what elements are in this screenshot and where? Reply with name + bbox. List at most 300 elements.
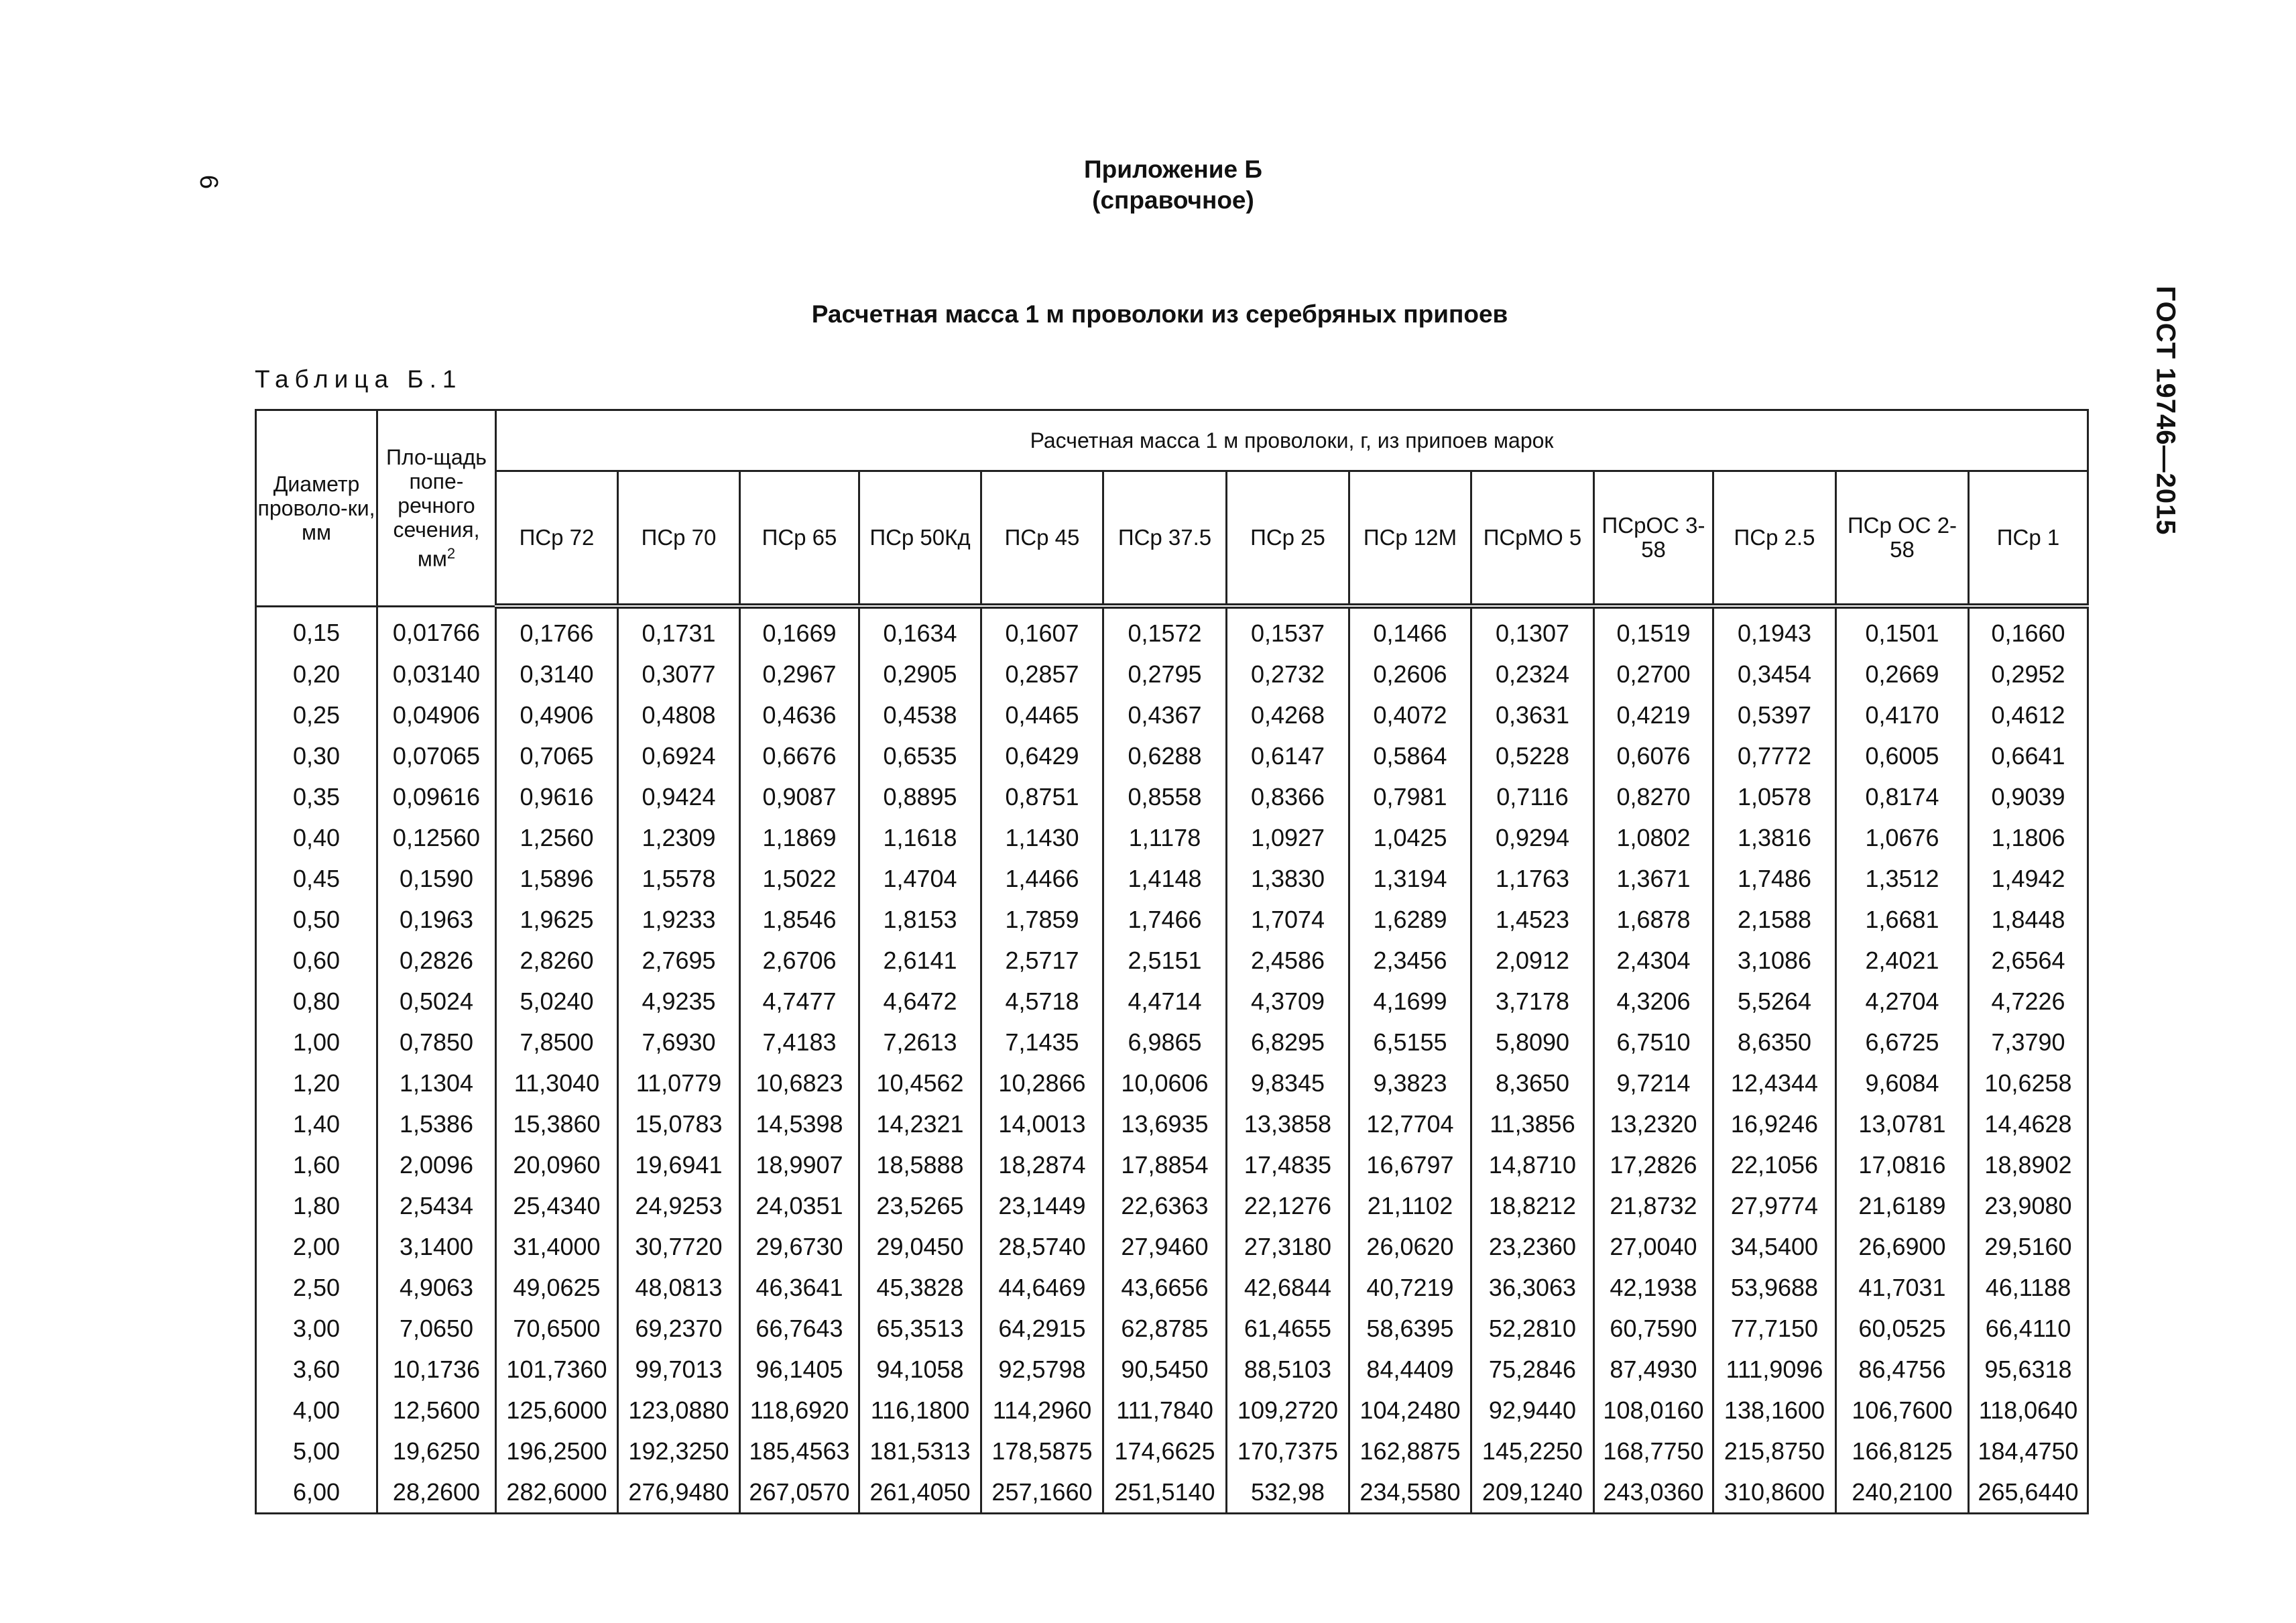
table-row <box>256 1103 2088 1144</box>
mass-cell: 101,7360 <box>496 1349 618 1390</box>
diameter-cell: 0,35 <box>256 776 377 817</box>
mass-cell: 1,7466 <box>1103 899 1227 940</box>
mass-cell: 27,9460 <box>1103 1226 1227 1267</box>
area-cell: 0,1963 <box>377 899 496 940</box>
mass-cell: 0,8751 <box>981 776 1103 817</box>
mass-cell: 0,6429 <box>981 735 1103 776</box>
appendix-note: (справочное) <box>1092 186 1254 214</box>
mass-cell: 1,5896 <box>496 858 618 899</box>
diameter-cell: 1,40 <box>256 1103 377 1144</box>
mass-cell: 1,4523 <box>1471 899 1594 940</box>
mass-cell: 29,5160 <box>1969 1226 2088 1267</box>
mass-cell: 1,6681 <box>1836 899 1969 940</box>
area-cell: 0,7850 <box>377 1022 496 1063</box>
mass-cell: 2,4586 <box>1227 940 1349 981</box>
mass-cell: 8,6350 <box>1713 1022 1836 1063</box>
mass-cell: 1,7859 <box>981 899 1103 940</box>
mass-cell: 1,0578 <box>1713 776 1836 817</box>
mass-cell: 8,3650 <box>1471 1063 1594 1103</box>
mass-cell: 0,8895 <box>859 776 981 817</box>
mass-cell: 9,6084 <box>1836 1063 1969 1103</box>
mass-cell: 13,3858 <box>1227 1103 1349 1144</box>
mass-cell: 0,8558 <box>1103 776 1227 817</box>
mass-cell: 4,7226 <box>1969 981 2088 1022</box>
header-area-sup: 2 <box>446 544 456 562</box>
diameter-cell: 1,00 <box>256 1022 377 1063</box>
mass-cell: 0,1669 <box>740 606 859 654</box>
brand-header: ПСр 72 <box>496 471 618 607</box>
mass-cell: 0,5228 <box>1471 735 1594 776</box>
mass-cell: 108,0160 <box>1594 1390 1713 1431</box>
mass-cell: 4,6472 <box>859 981 981 1022</box>
mass-cell: 77,7150 <box>1713 1308 1836 1349</box>
mass-cell: 0,4636 <box>740 695 859 735</box>
mass-cell: 25,4340 <box>496 1185 618 1226</box>
mass-cell: 265,6440 <box>1969 1471 2088 1514</box>
diameter-cell: 1,20 <box>256 1063 377 1103</box>
diameter-cell: 0,80 <box>256 981 377 1022</box>
mass-cell: 10,0606 <box>1103 1063 1227 1103</box>
mass-cell: 16,6797 <box>1349 1144 1471 1185</box>
header-diameter: Диаметр проволо-ки, мм <box>256 410 377 607</box>
mass-cell: 1,0425 <box>1349 817 1471 858</box>
table-row <box>256 817 2088 858</box>
area-cell: 0,5024 <box>377 981 496 1022</box>
mass-cell: 7,1435 <box>981 1022 1103 1063</box>
mass-cell: 0,6005 <box>1836 735 1969 776</box>
mass-cell: 209,1240 <box>1471 1471 1594 1514</box>
mass-cell: 60,0525 <box>1836 1308 1969 1349</box>
mass-cell: 7,2613 <box>859 1022 981 1063</box>
area-cell: 0,03140 <box>377 654 496 695</box>
table-row <box>256 899 2088 940</box>
mass-cell: 75,2846 <box>1471 1349 1594 1390</box>
brand-header: ПСр 37.5 <box>1103 471 1227 607</box>
mass-cell: 2,4021 <box>1836 940 1969 981</box>
area-cell: 19,6250 <box>377 1431 496 1471</box>
diameter-cell: 3,60 <box>256 1349 377 1390</box>
mass-cell: 4,5718 <box>981 981 1103 1022</box>
appendix-title: Приложение Б <box>1084 156 1262 183</box>
mass-cell: 88,5103 <box>1227 1349 1349 1390</box>
brand-header-row <box>256 471 2088 607</box>
mass-cell: 1,7486 <box>1713 858 1836 899</box>
mass-cell: 310,8600 <box>1713 1471 1836 1514</box>
mass-cell: 0,4219 <box>1594 695 1713 735</box>
area-cell: 1,5386 <box>377 1103 496 1144</box>
mass-cell: 0,1943 <box>1713 606 1836 654</box>
mass-cell: 116,1800 <box>859 1390 981 1431</box>
mass-cell: 1,1763 <box>1471 858 1594 899</box>
mass-cell: 1,0802 <box>1594 817 1713 858</box>
mass-cell: 26,0620 <box>1349 1226 1471 1267</box>
mass-cell: 4,7477 <box>740 981 859 1022</box>
mass-cell: 22,1276 <box>1227 1185 1349 1226</box>
mass-cell: 28,5740 <box>981 1226 1103 1267</box>
area-cell: 0,2826 <box>377 940 496 981</box>
mass-cell: 23,1449 <box>981 1185 1103 1226</box>
area-cell: 1,1304 <box>377 1063 496 1103</box>
mass-cell: 0,6676 <box>740 735 859 776</box>
mass-cell: 0,9039 <box>1969 776 2088 817</box>
mass-cell: 24,9253 <box>618 1185 740 1226</box>
mass-cell: 64,2915 <box>981 1308 1103 1349</box>
mass-cell: 0,1660 <box>1969 606 2088 654</box>
mass-cell: 0,4906 <box>496 695 618 735</box>
mass-cell: 14,2321 <box>859 1103 981 1144</box>
mass-cell: 2,6706 <box>740 940 859 981</box>
area-cell: 0,12560 <box>377 817 496 858</box>
mass-cell: 1,2560 <box>496 817 618 858</box>
mass-cell: 0,4612 <box>1969 695 2088 735</box>
mass-cell: 22,6363 <box>1103 1185 1227 1226</box>
diameter-cell: 0,50 <box>256 899 377 940</box>
table-row <box>256 1471 2088 1514</box>
mass-cell: 0,5864 <box>1349 735 1471 776</box>
table-row <box>256 1308 2088 1349</box>
mass-cell: 4,9235 <box>618 981 740 1022</box>
mass-cell: 4,2704 <box>1836 981 1969 1022</box>
mass-cell: 123,0880 <box>618 1390 740 1431</box>
diameter-cell: 1,80 <box>256 1185 377 1226</box>
mass-cell: 1,4466 <box>981 858 1103 899</box>
mass-cell: 0,4465 <box>981 695 1103 735</box>
area-cell: 0,09616 <box>377 776 496 817</box>
mass-cell: 2,4304 <box>1594 940 1713 981</box>
mass-cell: 251,5140 <box>1103 1471 1227 1514</box>
mass-cell: 61,4655 <box>1227 1308 1349 1349</box>
mass-cell: 2,0912 <box>1471 940 1594 981</box>
mass-cell: 0,6288 <box>1103 735 1227 776</box>
mass-cell: 21,1102 <box>1349 1185 1471 1226</box>
mass-cell: 30,7720 <box>618 1226 740 1267</box>
mass-cell: 0,8174 <box>1836 776 1969 817</box>
mass-cell: 1,5022 <box>740 858 859 899</box>
mass-cell: 0,6147 <box>1227 735 1349 776</box>
mass-cell: 6,7510 <box>1594 1022 1713 1063</box>
mass-cell: 0,1519 <box>1594 606 1713 654</box>
area-cell: 3,1400 <box>377 1226 496 1267</box>
mass-cell: 0,1731 <box>618 606 740 654</box>
mass-cell: 196,2500 <box>496 1431 618 1471</box>
mass-cell: 69,2370 <box>618 1308 740 1349</box>
table-row <box>256 776 2088 817</box>
wire-mass-table <box>255 409 2089 1514</box>
mass-cell: 22,1056 <box>1713 1144 1836 1185</box>
area-cell: 28,2600 <box>377 1471 496 1514</box>
mass-cell: 1,9625 <box>496 899 618 940</box>
mass-cell: 104,2480 <box>1349 1390 1471 1431</box>
mass-cell: 0,4170 <box>1836 695 1969 735</box>
mass-cell: 2,1588 <box>1713 899 1836 940</box>
mass-cell: 0,3077 <box>618 654 740 695</box>
mass-cell: 0,7772 <box>1713 735 1836 776</box>
mass-cell: 27,3180 <box>1227 1226 1349 1267</box>
mass-cell: 1,4148 <box>1103 858 1227 899</box>
diameter-cell: 5,00 <box>256 1431 377 1471</box>
mass-cell: 532,98 <box>1227 1471 1349 1514</box>
diameter-cell: 0,30 <box>256 735 377 776</box>
table-row <box>256 654 2088 695</box>
mass-cell: 14,8710 <box>1471 1144 1594 1185</box>
mass-cell: 2,5717 <box>981 940 1103 981</box>
mass-cell: 1,3194 <box>1349 858 1471 899</box>
mass-cell: 12,4344 <box>1713 1063 1836 1103</box>
mass-cell: 3,7178 <box>1471 981 1594 1022</box>
mass-cell: 243,0360 <box>1594 1471 1713 1514</box>
mass-cell: 267,0570 <box>740 1471 859 1514</box>
table-row <box>256 1349 2088 1390</box>
table-body <box>256 606 2088 1514</box>
mass-cell: 1,8448 <box>1969 899 2088 940</box>
mass-cell: 24,0351 <box>740 1185 859 1226</box>
mass-cell: 10,6823 <box>740 1063 859 1103</box>
mass-cell: 48,0813 <box>618 1267 740 1308</box>
mass-cell: 0,2857 <box>981 654 1103 695</box>
diameter-cell: 3,00 <box>256 1308 377 1349</box>
mass-cell: 5,8090 <box>1471 1022 1594 1063</box>
mass-cell: 0,9087 <box>740 776 859 817</box>
area-cell: 12,5600 <box>377 1390 496 1431</box>
mass-cell: 31,4000 <box>496 1226 618 1267</box>
diameter-cell: 0,45 <box>256 858 377 899</box>
mass-cell: 0,3631 <box>1471 695 1594 735</box>
mass-cell: 257,1660 <box>981 1471 1103 1514</box>
mass-cell: 18,9907 <box>740 1144 859 1185</box>
mass-cell: 6,5155 <box>1349 1022 1471 1063</box>
mass-cell: 1,1618 <box>859 817 981 858</box>
mass-cell: 60,7590 <box>1594 1308 1713 1349</box>
mass-cell: 0,7981 <box>1349 776 1471 817</box>
mass-cell: 2,8260 <box>496 940 618 981</box>
brand-header: ПСр 25 <box>1227 471 1349 607</box>
mass-cell: 6,8295 <box>1227 1022 1349 1063</box>
table-row <box>256 1144 2088 1185</box>
table-row <box>256 1267 2088 1308</box>
mass-cell: 0,3140 <box>496 654 618 695</box>
mass-cell: 96,1405 <box>740 1349 859 1390</box>
mass-cell: 0,4268 <box>1227 695 1349 735</box>
diameter-cell: 2,00 <box>256 1226 377 1267</box>
mass-cell: 234,5580 <box>1349 1471 1471 1514</box>
mass-cell: 84,4409 <box>1349 1349 1471 1390</box>
mass-cell: 14,5398 <box>740 1103 859 1144</box>
mass-cell: 21,6189 <box>1836 1185 1969 1226</box>
mass-cell: 0,7116 <box>1471 776 1594 817</box>
mass-cell: 166,8125 <box>1836 1431 1969 1471</box>
area-cell: 0,1590 <box>377 858 496 899</box>
mass-cell: 0,8270 <box>1594 776 1713 817</box>
mass-cell: 58,6395 <box>1349 1308 1471 1349</box>
mass-cell: 95,6318 <box>1969 1349 2088 1390</box>
mass-cell: 15,3860 <box>496 1103 618 1144</box>
diameter-cell: 4,00 <box>256 1390 377 1431</box>
mass-cell: 21,8732 <box>1594 1185 1713 1226</box>
mass-cell: 14,4628 <box>1969 1103 2088 1144</box>
area-cell: 0,04906 <box>377 695 496 735</box>
mass-cell: 0,6535 <box>859 735 981 776</box>
diameter-cell: 0,20 <box>256 654 377 695</box>
mass-cell: 0,1501 <box>1836 606 1969 654</box>
mass-cell: 6,9865 <box>1103 1022 1227 1063</box>
table-row <box>256 1226 2088 1267</box>
mass-cell: 0,1307 <box>1471 606 1594 654</box>
mass-cell: 0,2952 <box>1969 654 2088 695</box>
mass-cell: 10,6258 <box>1969 1063 2088 1103</box>
mass-cell: 111,9096 <box>1713 1349 1836 1390</box>
mass-cell: 66,7643 <box>740 1308 859 1349</box>
mass-cell: 26,6900 <box>1836 1226 1969 1267</box>
mass-cell: 2,6564 <box>1969 940 2088 981</box>
brand-header: ПСр 65 <box>740 471 859 607</box>
mass-cell: 15,0783 <box>618 1103 740 1144</box>
mass-cell: 94,1058 <box>859 1349 981 1390</box>
brand-header: ПСр 2.5 <box>1713 471 1836 607</box>
mass-cell: 87,4930 <box>1594 1349 1713 1390</box>
area-cell: 4,9063 <box>377 1267 496 1308</box>
mass-cell: 5,0240 <box>496 981 618 1022</box>
mass-cell: 4,4714 <box>1103 981 1227 1022</box>
brand-header: ПСр 12М <box>1349 471 1471 607</box>
mass-cell: 7,8500 <box>496 1022 618 1063</box>
mass-cell: 0,1537 <box>1227 606 1349 654</box>
mass-cell: 4,3206 <box>1594 981 1713 1022</box>
mass-cell: 4,3709 <box>1227 981 1349 1022</box>
mass-cell: 14,0013 <box>981 1103 1103 1144</box>
mass-cell: 49,0625 <box>496 1267 618 1308</box>
mass-cell: 0,6924 <box>618 735 740 776</box>
table-title: Расчетная масса 1 м проволоки из серебряных припоев <box>811 300 1508 328</box>
mass-cell: 0,3454 <box>1713 654 1836 695</box>
mass-cell: 181,5313 <box>859 1431 981 1471</box>
mass-cell: 125,6000 <box>496 1390 618 1431</box>
mass-cell: 185,4563 <box>740 1431 859 1471</box>
mass-cell: 46,1188 <box>1969 1267 2088 1308</box>
mass-cell: 178,5875 <box>981 1431 1103 1471</box>
mass-cell: 41,7031 <box>1836 1267 1969 1308</box>
mass-cell: 62,8785 <box>1103 1308 1227 1349</box>
header-mass-group: Расчетная масса 1 м проволоки, г, из припоев марок <box>496 410 2088 471</box>
diameter-cell: 0,60 <box>256 940 377 981</box>
table-row <box>256 858 2088 899</box>
mass-cell: 43,6656 <box>1103 1267 1227 1308</box>
area-cell: 7,0650 <box>377 1308 496 1349</box>
mass-cell: 0,5397 <box>1713 695 1836 735</box>
mass-cell: 18,5888 <box>859 1144 981 1185</box>
table-row <box>256 1431 2088 1471</box>
mass-cell: 20,0960 <box>496 1144 618 1185</box>
mass-cell: 86,4756 <box>1836 1349 1969 1390</box>
mass-cell: 11,3856 <box>1471 1103 1594 1144</box>
brand-header: ПСр 1 <box>1969 471 2088 607</box>
table-row <box>256 981 2088 1022</box>
mass-cell: 1,9233 <box>618 899 740 940</box>
brand-header: ПСр ОС 2-58 <box>1836 471 1969 607</box>
mass-cell: 1,0676 <box>1836 817 1969 858</box>
mass-cell: 2,6141 <box>859 940 981 981</box>
mass-cell: 118,6920 <box>740 1390 859 1431</box>
diameter-cell: 0,40 <box>256 817 377 858</box>
mass-cell: 17,4835 <box>1227 1144 1349 1185</box>
mass-cell: 174,6625 <box>1103 1431 1227 1471</box>
mass-cell: 0,7065 <box>496 735 618 776</box>
mass-cell: 0,2324 <box>1471 654 1594 695</box>
table-label: Таблица Б.1 <box>255 365 463 393</box>
mass-cell: 0,2905 <box>859 654 981 695</box>
mass-cell: 13,0781 <box>1836 1103 1969 1144</box>
mass-cell: 1,4942 <box>1969 858 2088 899</box>
mass-cell: 36,3063 <box>1471 1267 1594 1308</box>
mass-cell: 10,4562 <box>859 1063 981 1103</box>
mass-cell: 1,2309 <box>618 817 740 858</box>
mass-cell: 1,7074 <box>1227 899 1349 940</box>
mass-cell: 44,6469 <box>981 1267 1103 1308</box>
table-row <box>256 940 2088 981</box>
mass-cell: 9,3823 <box>1349 1063 1471 1103</box>
area-cell: 2,0096 <box>377 1144 496 1185</box>
mass-cell: 0,9424 <box>618 776 740 817</box>
mass-cell: 0,4808 <box>618 695 740 735</box>
mass-cell: 92,5798 <box>981 1349 1103 1390</box>
mass-cell: 65,3513 <box>859 1308 981 1349</box>
mass-cell: 2,7695 <box>618 940 740 981</box>
mass-cell: 0,8366 <box>1227 776 1349 817</box>
mass-cell: 106,7600 <box>1836 1390 1969 1431</box>
mass-cell: 13,6935 <box>1103 1103 1227 1144</box>
table-row <box>256 1185 2088 1226</box>
mass-cell: 0,9616 <box>496 776 618 817</box>
mass-cell: 12,7704 <box>1349 1103 1471 1144</box>
mass-cell: 184,4750 <box>1969 1431 2088 1471</box>
mass-cell: 0,1634 <box>859 606 981 654</box>
mass-cell: 1,0927 <box>1227 817 1349 858</box>
table-row <box>256 606 2088 654</box>
mass-cell: 0,1607 <box>981 606 1103 654</box>
diameter-cell: 0,25 <box>256 695 377 735</box>
mass-cell: 0,1572 <box>1103 606 1227 654</box>
mass-cell: 0,2795 <box>1103 654 1227 695</box>
mass-cell: 1,4704 <box>859 858 981 899</box>
mass-cell: 17,2826 <box>1594 1144 1713 1185</box>
mass-cell: 1,1430 <box>981 817 1103 858</box>
table-row <box>256 695 2088 735</box>
table-row <box>256 1063 2088 1103</box>
mass-cell: 53,9688 <box>1713 1267 1836 1308</box>
mass-cell: 2,5151 <box>1103 940 1227 981</box>
mass-cell: 5,5264 <box>1713 981 1836 1022</box>
mass-cell: 1,1178 <box>1103 817 1227 858</box>
mass-cell: 276,9480 <box>618 1471 740 1514</box>
mass-cell: 18,8212 <box>1471 1185 1594 1226</box>
mass-cell: 16,9246 <box>1713 1103 1836 1144</box>
area-cell: 10,1736 <box>377 1349 496 1390</box>
brand-header: ПСрМО 5 <box>1471 471 1594 607</box>
page-number: 6 <box>194 174 223 190</box>
mass-cell: 40,7219 <box>1349 1267 1471 1308</box>
mass-cell: 1,5578 <box>618 858 740 899</box>
diameter-cell: 0,15 <box>256 606 377 654</box>
mass-cell: 23,5265 <box>859 1185 981 1226</box>
mass-cell: 215,8750 <box>1713 1431 1836 1471</box>
mass-cell: 27,9774 <box>1713 1185 1836 1226</box>
mass-cell: 0,2967 <box>740 654 859 695</box>
mass-cell: 45,3828 <box>859 1267 981 1308</box>
mass-cell: 0,6641 <box>1969 735 2088 776</box>
mass-cell: 0,2669 <box>1836 654 1969 695</box>
mass-cell: 34,5400 <box>1713 1226 1836 1267</box>
mass-cell: 23,2360 <box>1471 1226 1594 1267</box>
brand-header: ПСр 70 <box>618 471 740 607</box>
